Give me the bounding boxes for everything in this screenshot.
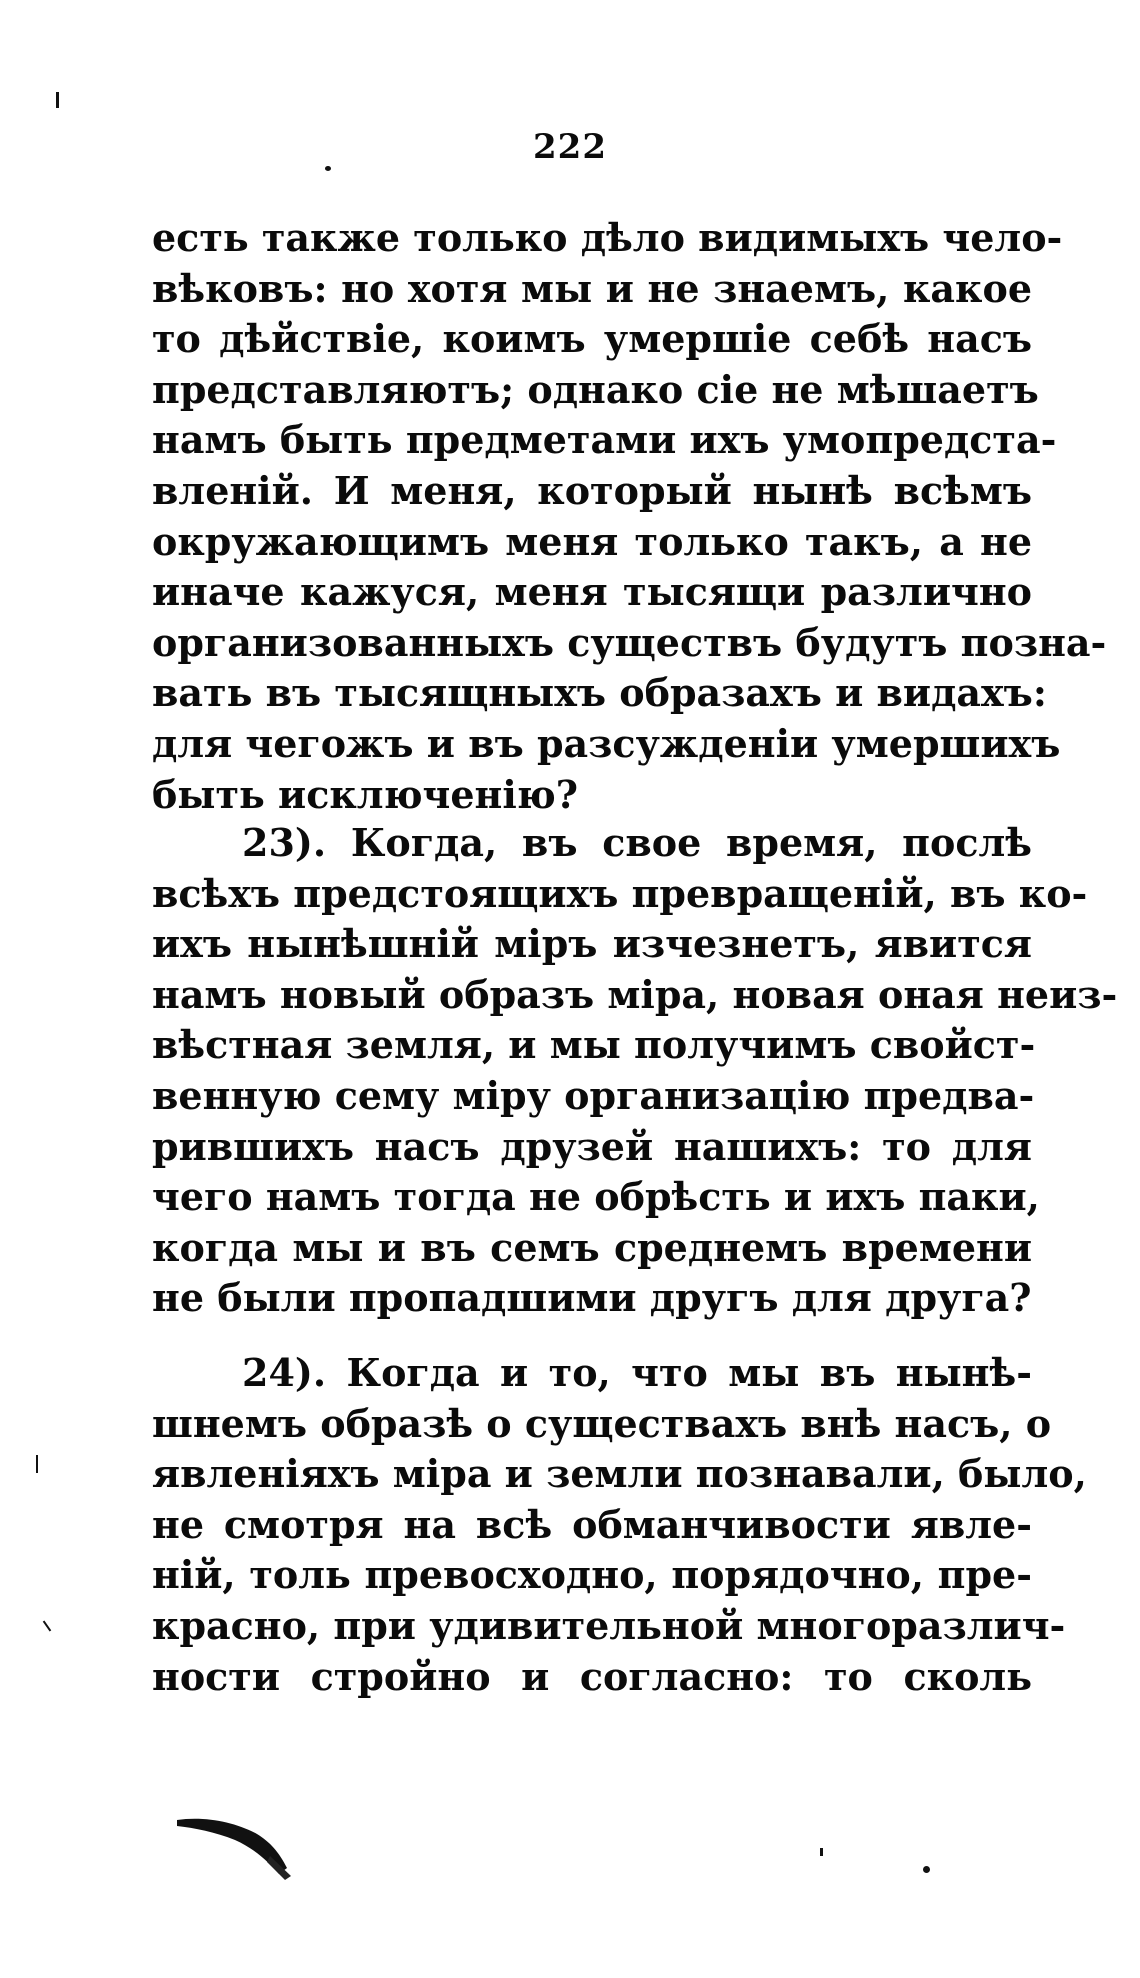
text-line: ній, толь превосходно, порядочно, пре- [152,1552,1032,1598]
text-line: вѣковъ: но хотя мы и не знаемъ, какое [152,265,1032,311]
page-number: 222 [533,127,607,167]
text-line: организованныхъ существъ будутъ позна- [152,619,1107,665]
text-line: 23). Когда, въ свое время, послѣ [242,820,1032,865]
text-line: ихъ нынѣшній міръ изчезнетъ, явится [152,921,1032,967]
text-line: шнемъ образѣ о существахъ внѣ насъ, о [152,1400,1052,1446]
scan-speck [36,1455,38,1473]
scan-speck [43,1621,52,1632]
scan-speck [325,166,331,171]
text-line: чего намъ тогда не обрѣсть и ихъ паки, [152,1174,1040,1220]
text-line: когда мы и въ семъ среднемъ времени [152,1224,1032,1270]
text-line: всѣхъ предстоящихъ превращеній, въ ко- [152,870,1088,916]
text-line: окружающимъ меня только такъ, а не [152,518,1032,564]
text-line: быть исключенію? [152,771,578,817]
text-line: намъ новый образъ міра, новая оная неиз- [152,971,1118,1017]
scan-speck [820,1848,823,1856]
text-line: представляютъ; однако сіе не мѣшаетъ [152,366,1039,412]
text-line: есть также только дѣло видимыхъ чело- [152,215,1063,260]
paragraph-23 [152,818,1118,1324]
paragraph-24 [152,1348,1087,1702]
scan-speck [56,92,59,108]
text-line: вать въ тысящныхъ образахъ и видахъ: [152,670,1047,716]
text-line: для чегожъ и въ разсужденіи умершихъ [152,720,1061,766]
text-line: ности стройно и согласно: то сколь [152,1653,1032,1699]
text-line: венную сему міру организацію предва- [152,1072,1035,1118]
text-line: не смотря на всѣ обманчивости явле- [152,1501,1032,1547]
text-line: красно, при удивительной многоразлич- [152,1602,1066,1648]
text-line: вленій. И меня, который нынѣ всѣмъ [152,467,1032,513]
text-line: рившихъ насъ друзей нашихъ: то для [152,1123,1032,1169]
text-line: иначе кажуся, меня тысящи различно [152,569,1032,615]
paragraph-1 [152,213,1107,820]
text-line: явленіяхъ міра и земли познавали, было, [152,1451,1087,1497]
text-line: намъ быть предметами ихъ умопредста- [152,417,1057,463]
ink-smudge [175,1812,295,1882]
text-line: вѣстная земля, и мы получимъ свойст- [152,1022,1036,1068]
scan-speck [923,1866,930,1873]
text-line: 24). Когда и то, что мы въ нынѣ- [242,1350,1032,1395]
text-line: не были пропадшими другъ для друга? [152,1275,1032,1321]
text-line: то дѣйствіе, коимъ умершіе себѣ насъ [152,316,1032,362]
